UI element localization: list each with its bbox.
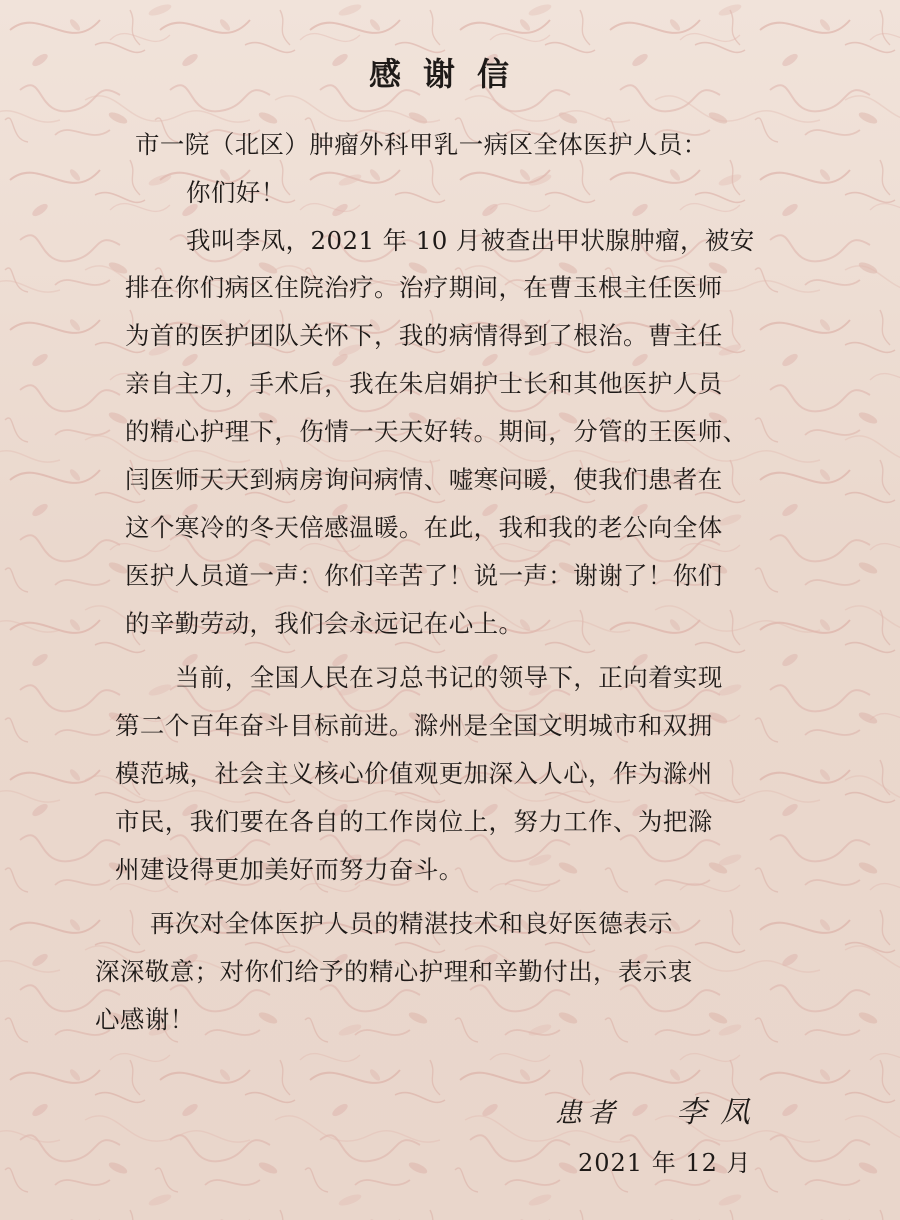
body-line: 深深敬意；对你们给予的精心护理和辛勤付出，表示衷	[95, 957, 693, 986]
body-line: 亲自主刀，手术后，我在朱启娟护士长和其他医护人员	[125, 369, 723, 398]
body-line: 的精心护理下，伤情一天天好转。期间，分管的王医师、	[125, 417, 748, 446]
body-line: 我叫李凤，2021 年 10 月被查出甲状腺肿瘤，被安	[186, 226, 755, 255]
body-line: 为首的医护团队关怀下，我的病情得到了根治。曹主任	[125, 321, 723, 350]
body-line: 闫医师天天到病房询问病情、嘘寒问暖，使我们患者在	[125, 465, 723, 494]
body-line: 州建设得更加美好而努力奋斗。	[115, 855, 464, 884]
body-line: 第二个百年奋斗目标前进。滁州是全国文明城市和双拥	[115, 711, 713, 740]
greeting: 你们好！	[186, 178, 286, 207]
salutation: 市一院（北区）肿瘤外科甲乳一病区全体医护人员：	[135, 130, 708, 159]
body-line: 模范城，社会主义核心价值观更加深入人心，作为滁州	[115, 759, 713, 788]
body-line: 医护人员道一声：你们辛苦了！说一声：谢谢了！你们	[125, 561, 723, 590]
body-line: 这个寒冷的冬天倍感温暖。在此，我和我的老公向全体	[125, 513, 723, 542]
signature	[555, 1093, 764, 1134]
signature-name: 李凤	[676, 1095, 765, 1130]
body-line: 当前，全国人民在习总书记的领导下，正向着实现	[175, 663, 723, 692]
body-line: 心感谢！	[95, 1005, 195, 1034]
body-line: 排在你们病区住院治疗。治疗期间，在曹玉根主任医师	[125, 273, 723, 302]
body-line: 市民，我们要在各自的工作岗位上，努力工作、为把滁	[115, 807, 713, 836]
body-line: 再次对全体医护人员的精湛技术和良好医德表示	[150, 909, 673, 938]
body-line: 的辛勤劳动，我们会永远记在心上。	[125, 609, 524, 638]
letter-title: 感谢信	[368, 55, 531, 93]
signature-label: 患者	[555, 1098, 621, 1129]
letter-date: 2021 年 12 月	[578, 1149, 752, 1177]
